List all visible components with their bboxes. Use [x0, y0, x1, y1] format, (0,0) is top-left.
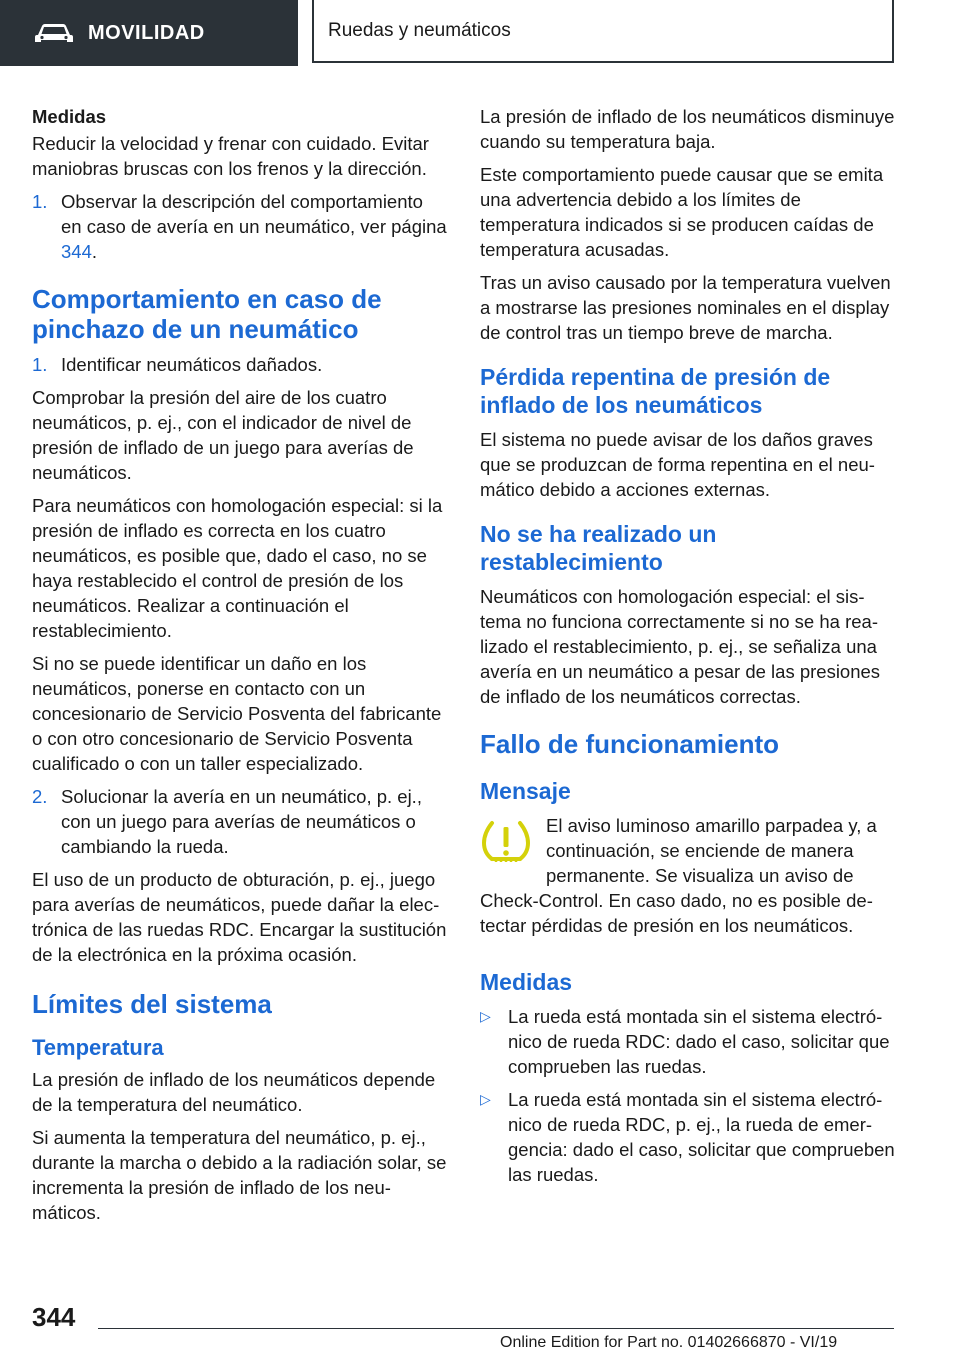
paragraph: Este comportamiento puede causar que se emita una advertencia debido a los límites de temperatura indicados si se producen caídas de temperatura acusadas.	[480, 164, 884, 260]
list-item	[480, 1004, 896, 1079]
heading-limites: Límites del sistema	[32, 989, 272, 1019]
heading-fallo: Fallo de funcionamiento	[480, 729, 780, 759]
heading-mensaje: Mensaje	[480, 778, 571, 804]
chapter-title: Ruedas y neumáticos	[328, 19, 511, 41]
list-item-text: La rueda está montada sin el sistema electrónico de rueda RDC, p. ej., la rueda de emergencia: dado el caso, solicitar que comprueben las ruedas.	[508, 1089, 895, 1185]
step-detail: Para neumáticos con homologación especial: si la presión de inflado es correcta en los cuatro neumáticos, es posible que, dado el caso, no se haya restablecido el control de presión de los neumáticos. Realizar a continuación el restablecimiento.	[32, 495, 443, 641]
step-detail: Comprobar la presión del aire de los cuatro neumáticos, p. ej., con el indicador de nivel de presión de inflado de un juego para averías de neumáticos.	[32, 387, 414, 483]
medidas-text: Reducir la velocidad y frenar con cuidado. Evitar maniobras bruscas con los frenos y la dirección.	[32, 133, 429, 179]
heading-pinchazo: Comportamiento en caso de pinchazo de un neumático	[32, 284, 382, 344]
temperature-text: Si aumenta la temperatura del neumático, p. ej., durante la marcha o debido a la radiación solar, se incrementa la presión de inflado de los neumáticos.	[32, 1127, 447, 1223]
edition-text: Online Edition for Part no. 01402666870 - VI/19	[500, 1334, 838, 1351]
step-text-main: Observar la descripción del comportamiento en caso de avería en un neumático, ver página	[61, 191, 447, 237]
page-header	[0, 0, 960, 66]
obturacion-text: El uso de un producto de obturación, p. ej., juego para averías de neumáticos, puede dañar la electrónica de las ruedas RDC. Encargar la sustitución de la electrónica en la próxima ocasión.	[32, 869, 447, 965]
heading-medidas: Medidas	[480, 969, 573, 995]
page-link[interactable]: 344	[61, 241, 92, 262]
footer-divider	[98, 1328, 894, 1329]
step-text: Identificar neumáticos dañados.	[61, 354, 323, 375]
numbered-step	[32, 784, 448, 859]
paragraph: Tras un aviso causado por la temperatura vuelven a mostrarse las presiones nominales en el display de control tras un tiempo breve de marcha.	[480, 272, 891, 343]
step-number: 2.	[32, 786, 48, 807]
message-block	[480, 813, 896, 938]
tire-pressure-warning-icon	[480, 817, 532, 865]
heading-temperatura: Temperatura	[32, 1035, 164, 1060]
chapter-tab	[312, 0, 894, 63]
step-text	[61, 189, 448, 264]
numbered-step	[32, 189, 448, 264]
paragraph: La presión de inflado de los neumáticos disminuye cuando su temperatura baja.	[480, 106, 895, 152]
numbered-step	[32, 352, 448, 377]
medidas-subheading: Medidas	[32, 106, 107, 127]
car-icon	[34, 21, 74, 45]
list-item	[480, 1087, 896, 1187]
heading-no-reset: No se ha realizado un restablecimiento	[480, 521, 717, 575]
step-text-end: .	[91, 241, 98, 262]
triangle-bullet-icon: ▷	[480, 1091, 491, 1107]
right-column	[480, 104, 896, 1195]
message-text: El aviso luminoso amarillo parpadea y, a continuación, se enciende de manera permanente. Se visualiza un aviso de Check-Control. En caso dado, no es posible detectar pérdidas de presión en los neumáticos.	[480, 815, 877, 936]
step-number: 1.	[32, 354, 48, 375]
step-detail: Si no se puede identificar un daño en los neumáticos, ponerse en contacto con un concesionario de Servicio Posventa del fabricante o con otro concesionario de Servicio Posventa cualificado o con un taller especializado.	[32, 653, 442, 774]
paragraph: Neumáticos con homologación especial: el sistema no funciona correctamente si no se ha realizado el restablecimiento, p. ej., se señaliza una avería en un neumático a pesar de las presiones de inflado de los neumáticos correctas.	[480, 586, 881, 707]
heading-perdida: Pérdida repentina de presión de inflado de los neumáticos	[480, 364, 831, 418]
section-tab	[0, 0, 298, 66]
triangle-bullet-icon: ▷	[480, 1008, 491, 1024]
left-column	[32, 104, 448, 1233]
step-text: Solucionar la avería en un neumático, p. ej., con un juego para averías de neumáticos o cambiando la rueda.	[61, 786, 422, 857]
step-number: 1.	[32, 191, 48, 212]
paragraph: El sistema no puede avisar de los daños graves que se produzcan de forma repentina en el neumático debido a acciones externas.	[480, 429, 875, 500]
section-title: MOVILIDAD	[88, 21, 205, 44]
list-item-text: La rueda está montada sin el sistema electrónico de rueda RDC: dado el caso, solicitar que comprueben las ruedas.	[508, 1006, 890, 1077]
temperature-text: La presión de inflado de los neumáticos depende de la temperatura del neumático.	[32, 1069, 436, 1115]
page-number: 344	[32, 1302, 76, 1332]
